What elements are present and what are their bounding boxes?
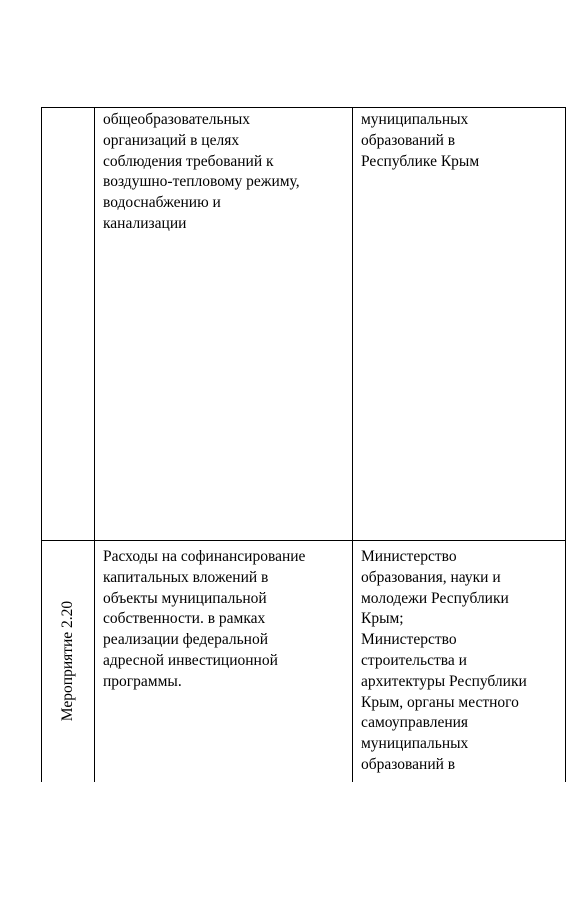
column-divider-1 [94, 107, 95, 782]
row1-executor-cell: муниципальных образований в Республике Крым [361, 111, 480, 170]
row2-label: Мероприятие 2.20 [59, 600, 76, 722]
column-divider-2 [352, 107, 353, 782]
row1-description-cell: общеобразовательных организаций в целях соблюдения требований к воздушно-тепловому режиму, водоснабжению и канализации [103, 111, 300, 232]
row2-label-cell [42, 540, 94, 782]
row-divider [41, 540, 566, 541]
program-table [41, 107, 566, 782]
row2-executor-cell: Министерство образования, науки и молодежи Республики Крым; Министерство строительства и архитектуры Республики Крым, органы местного самоуправления муниципальных образований в [361, 548, 527, 773]
row2-description-cell: Расходы на софинансирование капитальных вложений в объекты муниципальной собственности. в рамках реализации федеральной адресной инвестиционной программы. [103, 548, 306, 690]
table-top-border [41, 107, 566, 108]
